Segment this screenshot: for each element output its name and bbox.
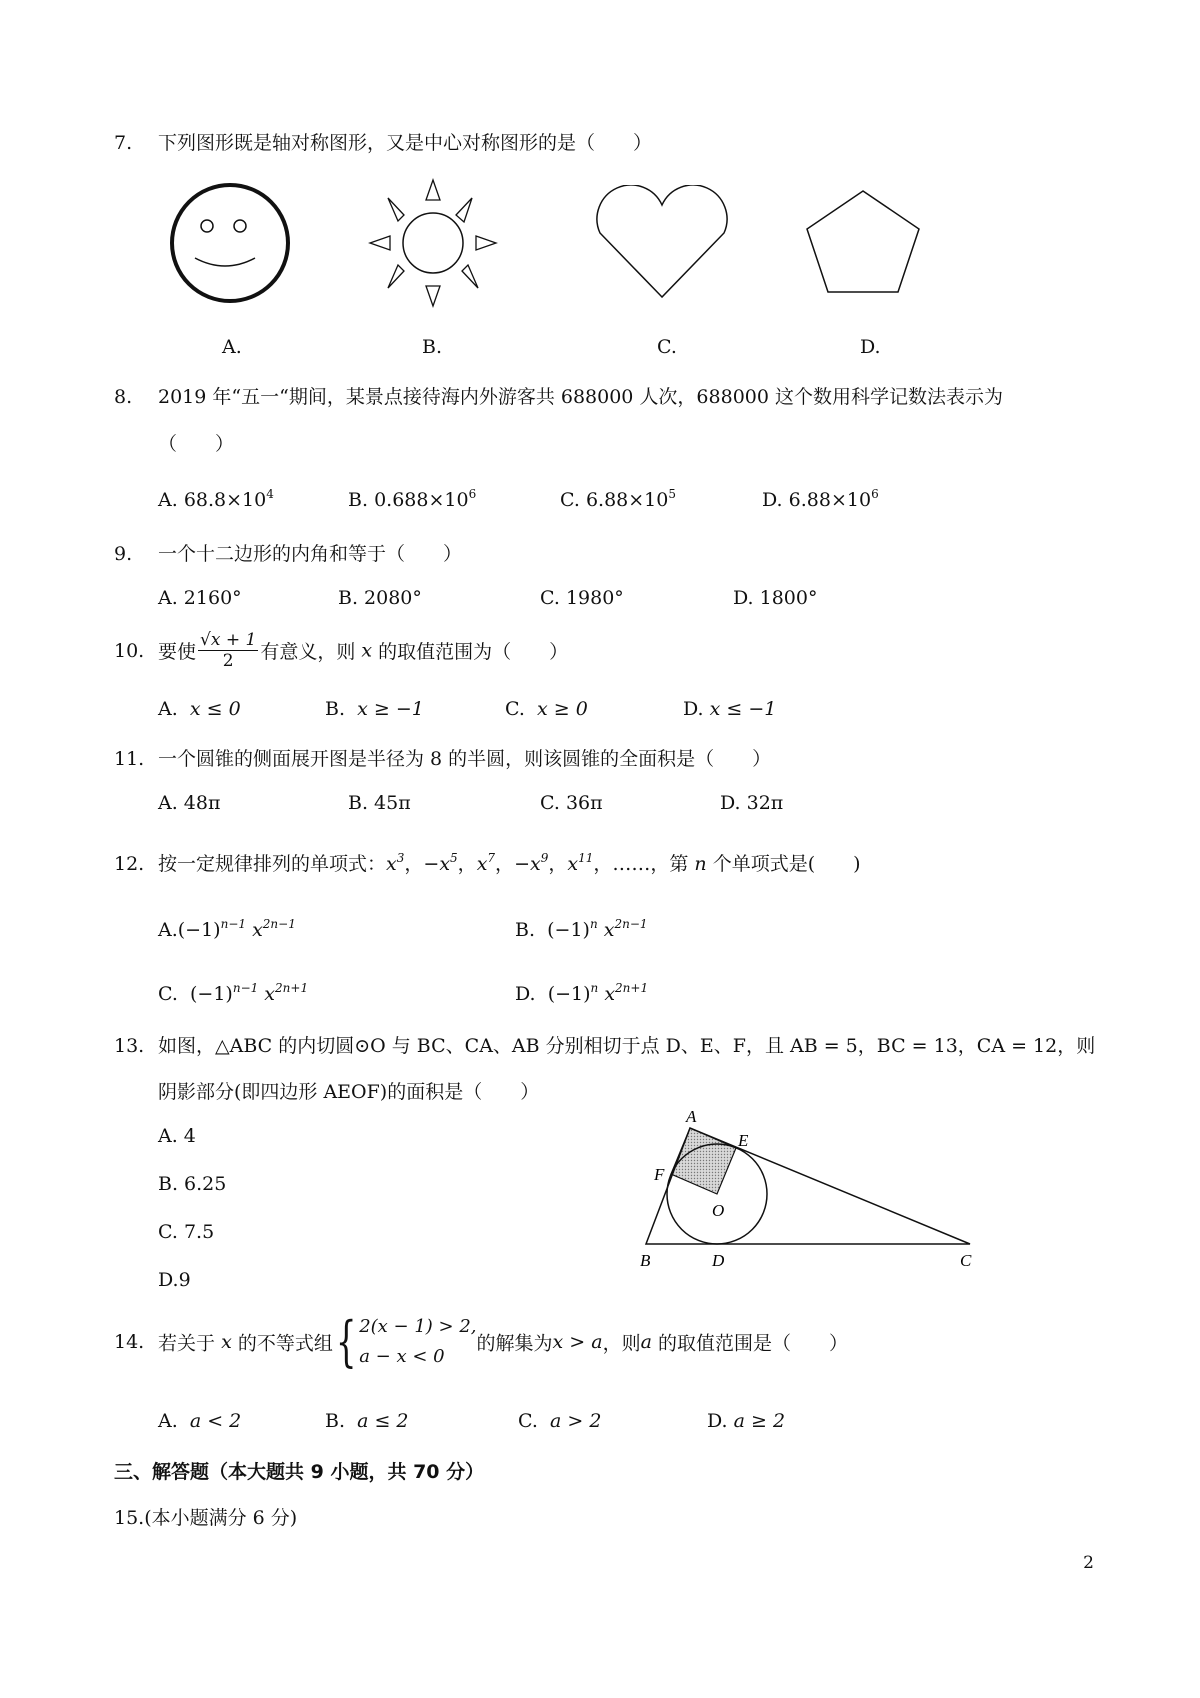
label-b: B — [640, 1251, 651, 1270]
question-text: 一个十二边形的内角和等于（ ） — [158, 543, 463, 565]
question-8 — [114, 382, 1003, 409]
label-f: F — [654, 1165, 665, 1184]
option-a: $A.(-1)^{n-1}$ $x^{2n-1}$ — [158, 917, 296, 941]
question-number: 7. — [114, 132, 133, 154]
question-11 — [114, 744, 771, 771]
option-b: B. $0.688\times 10^6$ — [348, 487, 477, 511]
label-a: A — [686, 1108, 697, 1126]
option-b: B. x ≥ −1 — [325, 698, 424, 720]
question-text-line-2: 阴影部分(即四边形 AEOF)的面积是（ ） — [158, 1081, 540, 1103]
option-d: D. $6.88\times 10^6$ — [762, 487, 879, 511]
question-12: 12. 按一定规律排列的单项式：$x^3$，$-x^5$，$x^7$，$-x^9$，$x^{11}$，……，第 n 个单项式是( ) — [114, 851, 861, 875]
question-text: 2019 年“五一“期间，某景点接待海内外游客共 688000 人次，688000 这个数用科学记数法表示为 — [158, 386, 1004, 408]
pentagon-icon — [802, 188, 924, 298]
option-d: D. a ≥ 2 — [707, 1410, 786, 1432]
option-c: C. a > 2 — [518, 1410, 602, 1432]
option-d: D. 32π — [720, 792, 784, 814]
answer-paren: （ ） — [158, 433, 235, 455]
label-e: E — [738, 1131, 749, 1150]
option-a: A. a < 2 — [158, 1410, 242, 1432]
question-9 — [114, 539, 462, 566]
option-d-label: D. — [860, 336, 881, 358]
question-number: 8. — [114, 386, 133, 408]
question-14: 14. 若关于 x 的不等式组{ 2(x − 1) > 2, a − x < 0 的解集为x > a，则a 的取值范围是（ ） — [114, 1310, 848, 1373]
question-text: 一个圆锥的侧面展开图是半径为 8 的半圆，则该圆锥的全面积是（ ） — [158, 748, 772, 770]
option-b-label: B. — [422, 336, 443, 358]
term-2: $-x^5$ — [423, 851, 458, 875]
term-4: $-x^9$ — [514, 851, 549, 875]
option-c: C. 1980° — [540, 587, 624, 609]
label-d: D — [712, 1251, 725, 1270]
sun-icon — [368, 178, 498, 308]
question-text: 下列图形既是轴对称图形，又是中心对称图形的是（ ） — [158, 132, 653, 154]
question-number: 9. — [114, 543, 133, 565]
question-number: 14. — [114, 1331, 145, 1353]
option-d: D. x ≤ −1 — [683, 698, 777, 720]
option-c: C. 36π — [540, 792, 603, 814]
option-c: C. 7.5 — [158, 1221, 215, 1243]
option-a: A. 48π — [158, 792, 221, 814]
question-7 — [114, 128, 652, 155]
question-10: 10. 要使 $\frac{√x + 1}{2}$ 有意义，则 x 的取值范围为（ ） — [114, 630, 569, 671]
question-text: 如图，△ABC 的内切圆⊙O 与 BC、CA、AB 分别相切于点 D、E、F，且 AB = 5，BC = 13，CA = 12，则 — [158, 1035, 1096, 1057]
option-a: A. 4 — [158, 1125, 196, 1147]
option-b: B. 2080° — [338, 587, 422, 609]
question-number: 12. — [114, 853, 145, 875]
fraction: $\frac{√x + 1}{2}$ — [200, 630, 257, 671]
option-b: B. $(-1)^n$ $x^{2n-1}$ — [515, 917, 648, 941]
option-d: D. 1800° — [733, 587, 818, 609]
option-a: A. 2160° — [158, 587, 242, 609]
label-c: C — [960, 1251, 972, 1270]
option-b: B. a ≤ 2 — [325, 1410, 409, 1432]
option-b: B. 6.25 — [158, 1173, 227, 1195]
term-3: $x^7$ — [476, 851, 496, 875]
question-number: 11. — [114, 748, 145, 770]
triangle-incircle-figure — [630, 1108, 980, 1278]
term-5: $x^{11}$ — [567, 851, 594, 875]
option-a: A. $68.8\times 10^4$ — [158, 487, 274, 511]
question-number: 10. — [114, 639, 145, 662]
question-15: 15.(本小题满分 6 分) — [114, 1507, 298, 1529]
section-heading: 三、解答题（本大题共 9 小题，共 70 分） — [114, 1461, 485, 1483]
smiley-face-icon — [165, 178, 295, 308]
shaded-region — [671, 1128, 736, 1194]
heart-icon — [592, 185, 732, 300]
option-c: C. $(-1)^{n-1}$ $x^{2n+1}$ — [158, 981, 309, 1005]
option-c: C. x ≥ 0 — [505, 698, 588, 720]
option-a-label: A. — [222, 336, 242, 358]
option-d: D.9 — [158, 1269, 191, 1291]
question-13 — [114, 1031, 1095, 1058]
option-a: A. x ≤ 0 — [158, 698, 241, 720]
question-number: 13. — [114, 1035, 145, 1057]
option-b: B. 45π — [348, 792, 411, 814]
option-c: C. $6.88\times 10^5$ — [560, 487, 676, 511]
label-o: O — [712, 1201, 725, 1220]
term-1: $x^3$ — [386, 851, 405, 875]
option-c-label: C. — [657, 336, 677, 358]
inequality-system: 2(x − 1) > 2, a − x < 0 — [359, 1316, 477, 1367]
page-number: 2 — [1083, 1553, 1094, 1573]
option-d: D. $(-1)^n$ $x^{2n+1}$ — [515, 981, 649, 1005]
